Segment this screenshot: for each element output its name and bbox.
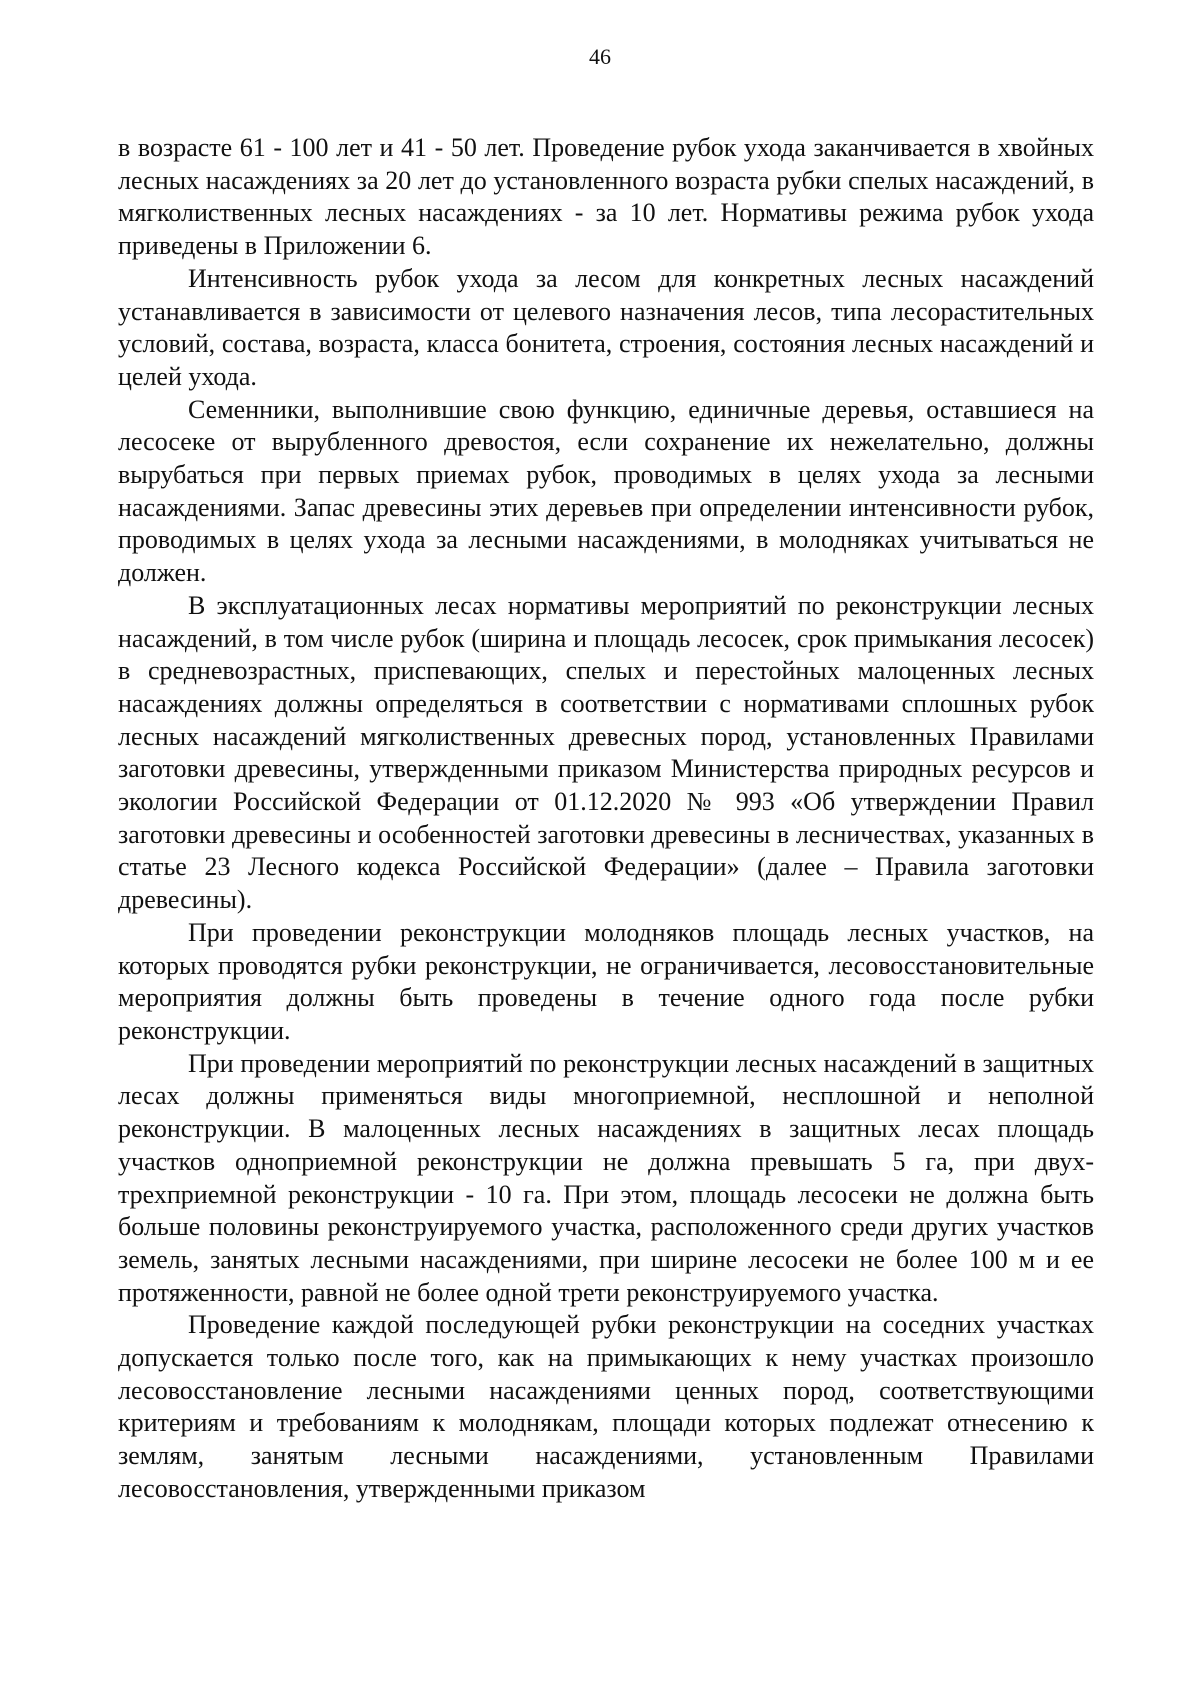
paragraph-3: Семенники, выполнившие свою функцию, единичные деревья, оставшиеся на лесосеке от вырубленного древостоя, если сохранение их нежелательно, должны вырубаться при первых приемах рубок, проводимых в целях ухода за лесными насаждениями. Запас древесины этих деревьев при определении интенсивности рубок, проводимых в целях ухода за лесными насаждениями, в молодняках учитываться не должен. <box>118 394 1094 588</box>
paragraph-1: в возрасте 61 - 100 лет и 41 - 50 лет. Проведение рубок ухода заканчивается в хвойных лесных насаждениях за 20 лет до установленного возраста рубки спелых насаждений, в мягколиственных лесных насаждениях - за 10 лет. Нормативы режима рубок ухода приведены в Приложении 6. <box>118 133 1094 261</box>
document-body <box>118 132 1094 1506</box>
paragraph-5: При проведении реконструкции молодняков площадь лесных участков, на которых проводятся рубки реконструкции, не ограничивается, лесовосстановительные мероприятия должны быть проведены в течение одного года после рубки реконструкции. <box>118 917 1094 1045</box>
paragraph-7: Проведение каждой последующей рубки реконструкции на соседних участках допускается только после того, как на примыкающих к нему участках произошло лесовосстановление лесными насаждениями ценных пород, соответствующими критериям и требованиям к молоднякам, площади которых подлежат отнесению к землям, занятым лесными насаждениями, установленным Правилами лесовосстановления, утвержденными приказом <box>118 1310 1094 1503</box>
paragraph-6: При проведении мероприятий по реконструкции лесных насаждений в защитных лесах должны применяться виды многоприемной, несплошной и неполной реконструкции. В малоценных лесных насаждениях в защитных лесах площадь участков одноприемной реконструкции не должна превышать 5 га, при двух-трехприемной реконструкции - 10 га. При этом, площадь лесосеки не должна быть больше половины реконструируемого участка, расположенного среди других участков земель, занятых лесными насаждениями, при ширине лесосеки не более 100 м и ее протяженности, равной не более одной трети реконструируемого участка. <box>118 1048 1094 1307</box>
paragraph-2: Интенсивность рубок ухода за лесом для конкретных лесных насаждений устанавливается в зависимости от целевого назначения лесов, типа лесорастительных условий, состава, возраста, класса бонитета, строения, состояния лесных насаждений и целей ухода. <box>118 263 1094 391</box>
paragraph-4: В эксплуатационных лесах нормативы мероприятий по реконструкции лесных насаждений, в том числе рубок (ширина и площадь лесосек, срок примыкания лесосек) в средневозрастных, приспевающих, спелых и перестойных малоценных лесных насаждениях должны определяться в соответствии с нормативами сплошных рубок лесных насаждений мягколиственных древесных пород, установленных Правилами заготовки древесины, утвержденными приказом Министерства природных ресурсов и экологии Российской Федерации от 01.12.2020 № 993 «Об утверждении Правил заготовки древесины и особенностей заготовки древесины в лесничествах, указанных в статье 23 Лесного кодекса Российской Федерации» (далее – Правила заготовки древесины). <box>118 590 1094 915</box>
page-number: 46 <box>589 44 611 69</box>
